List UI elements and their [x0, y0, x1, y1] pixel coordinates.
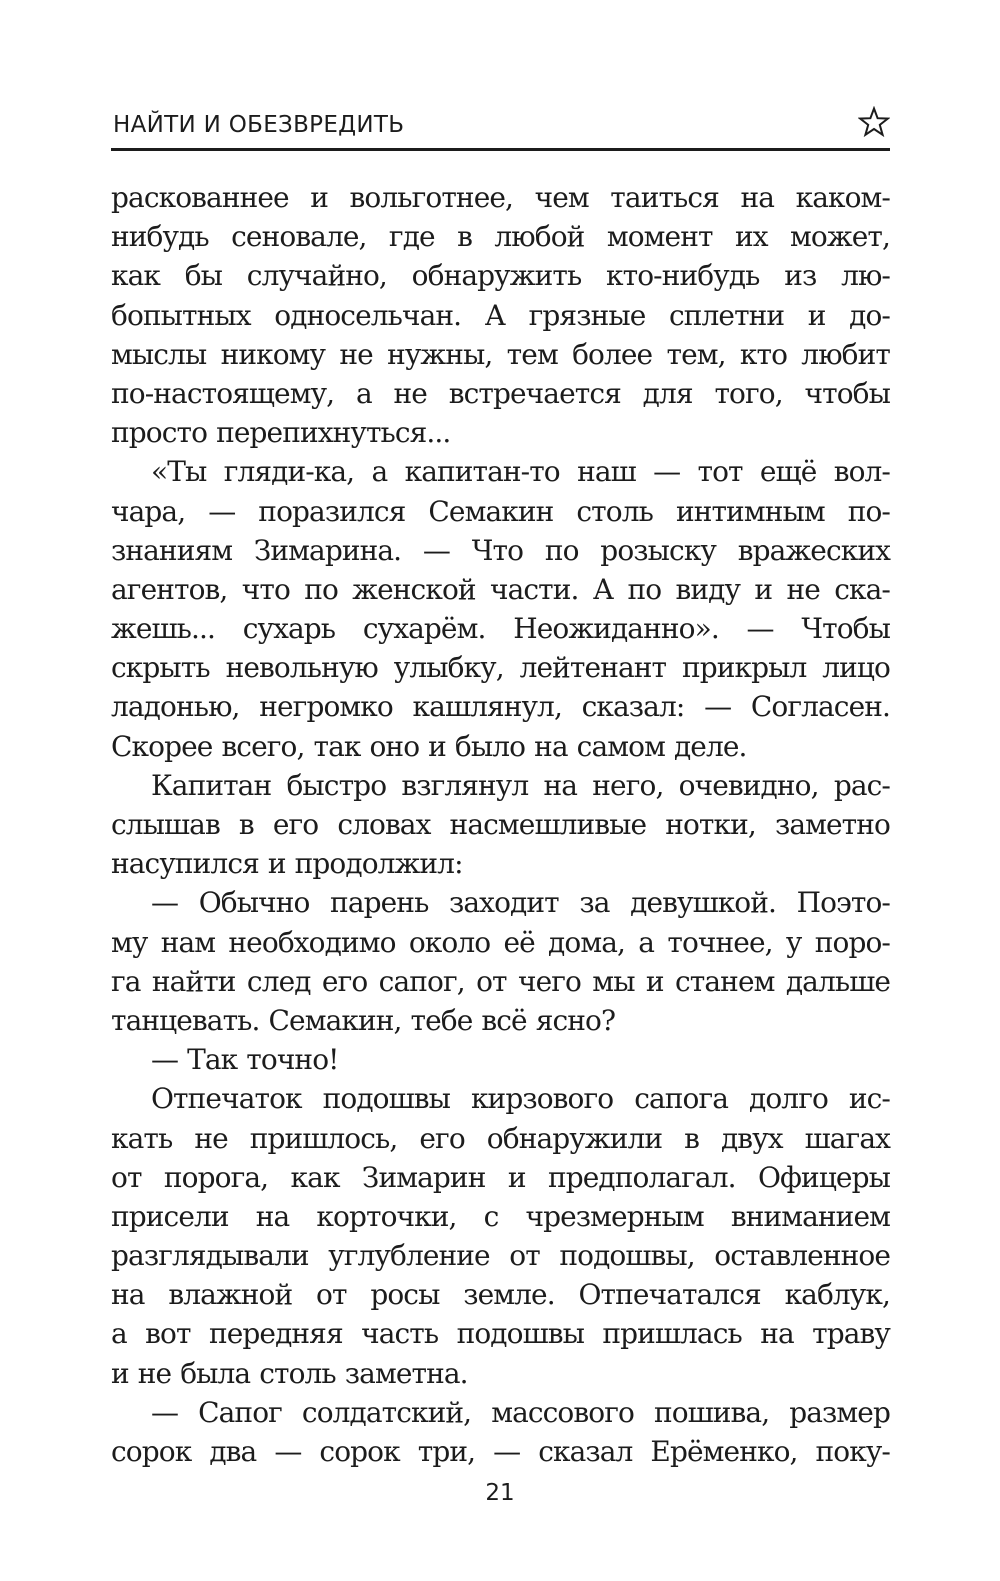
- text-line: как бы случайно, обнаружить кто-нибудь из лю-: [111, 259, 890, 293]
- page-number: 21: [485, 1480, 515, 1506]
- text-line: раскованнее и вольготнее, чем таиться на каком-: [111, 181, 890, 214]
- text-line: га найти след его сапог, от чего мы и станем дальше: [111, 964, 890, 998]
- text-line: и не была столь заметна.: [111, 1356, 468, 1390]
- text-line: присели на корточки, с чрезмерным вниманием: [111, 1199, 890, 1233]
- text-line: му нам необходимо около её дома, а точнее, у поро-: [111, 925, 890, 959]
- text-line: жешь... сухарь сухарём. Неожиданно». — Чтобы: [111, 612, 890, 646]
- text-line: нибудь сеновале, где в любой момент их может,: [111, 220, 890, 254]
- text-line: мыслы никому не нужны, тем более тем, кто любит: [111, 337, 890, 371]
- text-line: Капитан быстро взглянул на него, очевидно, рас-: [151, 768, 890, 802]
- text-line: Скорее всего, так оно и было на самом деле.: [111, 729, 747, 763]
- text-line: просто перепихнуться...: [111, 416, 451, 450]
- header-title: НАЙТИ И ОБЕЗВРЕДИТЬ: [113, 112, 405, 138]
- star-outline-icon: [858, 106, 890, 138]
- text-line: знаниям Зимарина. — Что по розыску вражеских: [111, 533, 890, 567]
- running-header: [111, 102, 890, 151]
- text-line: на влажной от росы земле. Отпечатался каблук,: [111, 1278, 890, 1312]
- text-line: а вот передняя часть подошвы пришлась на траву: [111, 1317, 890, 1351]
- text-line: скрыть невольную улыбку, лейтенант прикрыл лицо: [111, 651, 890, 685]
- text-line: — Обычно парень заходит за девушкой. Поэто-: [151, 886, 890, 920]
- text-line: — Сапог солдатский, массового пошива, размер: [151, 1395, 890, 1429]
- text-line: от порога, как Зимарин и предполагал. Офицеры: [111, 1160, 890, 1194]
- text-line: по-настоящему, а не встречается для того, чтобы: [111, 376, 890, 410]
- body-text: [111, 178, 890, 1471]
- text-line: — Так точно!: [151, 1043, 339, 1077]
- text-line: кать не пришлось, его обнаружили в двух шагах: [111, 1121, 890, 1155]
- text-line: чара, — поразился Семакин столь интимным по-: [111, 494, 890, 528]
- text-line: разглядывали углубление от подошвы, оставленное: [111, 1239, 890, 1273]
- text-line: ладонью, негромко кашлянул, сказал: — Согласен.: [111, 690, 890, 724]
- text-line: слышав в его словах насмешливые нотки, заметно: [111, 808, 890, 841]
- text-line: сорок два — сорок три, — сказал Ерёменко, поку-: [111, 1435, 890, 1468]
- text-line: насупился и продолжил:: [111, 847, 463, 881]
- text-line: Отпечаток подошвы кирзового сапога долго ис-: [151, 1082, 890, 1116]
- text-line: танцевать. Семакин, тебе всё ясно?: [111, 1003, 616, 1037]
- text-line: «Ты гляди-ка, а капитан-то наш — тот ещё вол-: [151, 455, 890, 489]
- text-line: агентов, что по женской части. А по виду и не ска-: [111, 572, 890, 606]
- text-line: бопытных односельчан. А грязные сплетни и до-: [111, 298, 890, 332]
